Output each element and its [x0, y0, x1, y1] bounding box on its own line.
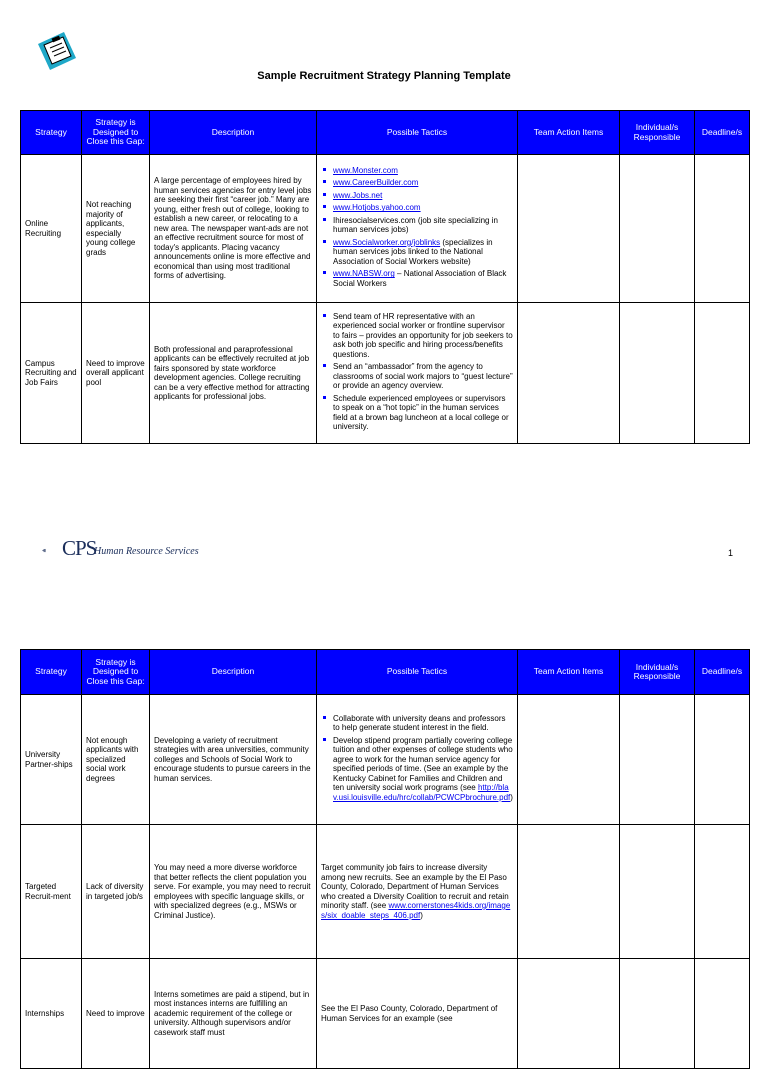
- tactic-item: [321, 203, 513, 213]
- tactic-item: [321, 238, 513, 267]
- individuals-cell: [620, 825, 695, 959]
- table-header-row: [21, 650, 750, 695]
- tactic-link[interactable]: www.cornerstones4kids.org/images/six_doable_steps_406.pdf: [321, 901, 511, 920]
- tactic-text-end: ): [510, 792, 513, 802]
- description-cell: Interns sometimes are paid a stipend, but in most instances interns are fulfilling an academic requirement of the college or university. Although supervisors and/or casework staff must: [150, 959, 317, 1069]
- table-header-row: [21, 111, 750, 155]
- header-strategy: Strategy: [21, 111, 82, 155]
- gap-cell: Not enough applicants with specialized social work degrees: [82, 695, 150, 825]
- tactics-cell: [317, 303, 518, 444]
- gap-cell: Need to improve: [82, 959, 150, 1069]
- header-description: Description: [150, 111, 317, 155]
- tactic-item: [321, 269, 513, 288]
- table-row: [21, 959, 750, 1069]
- header-team-action: Team Action Items: [518, 650, 620, 695]
- recruitment-table-page-1: [20, 110, 750, 444]
- strategy-cell: Internships: [21, 959, 82, 1069]
- gap-cell: Lack of diversity in targeted job/s: [82, 825, 150, 959]
- deadline-cell: [695, 825, 750, 959]
- deadline-cell: [695, 303, 750, 444]
- header-gap: Strategy is Designed to Close this Gap:: [82, 111, 150, 155]
- tactic-item: [321, 216, 513, 235]
- tactic-text: Develop stipend program partially covering college tuition and other expenses of college students who agree to work for the human service agency for specified periods of time. (See an example by the Kentucky Cabinet for Families and Children and ten university social work programs (see: [333, 735, 513, 793]
- tactic-item: [321, 191, 513, 201]
- tactic-link[interactable]: www.Monster.com: [333, 165, 398, 175]
- strategy-cell: Online Recruiting: [21, 155, 82, 303]
- header-tactics: Possible Tactics: [317, 650, 518, 695]
- tactic-item: [321, 178, 513, 188]
- tactic-item: [321, 166, 513, 176]
- deadline-cell: [695, 959, 750, 1069]
- tactics-cell: [317, 695, 518, 825]
- individuals-cell: [620, 959, 695, 1069]
- individuals-cell: [620, 695, 695, 825]
- gap-cell: Not reaching majority of applicants, especially young college grads: [82, 155, 150, 303]
- footer-subtitle: Human Resource Services: [94, 546, 199, 557]
- description-cell: Developing a variety of recruitment strategies with area universities, community colleges and Schools of Social Work to encourage students to pursue careers in the human services.: [150, 695, 317, 825]
- clipboard-logo-icon: [34, 28, 80, 74]
- team-action-cell: [518, 825, 620, 959]
- tactic-item: Collaborate with university deans and professors to help generate student interest in the field.: [321, 714, 513, 733]
- table-row: [21, 155, 750, 303]
- header-individuals: Individual/s Responsible: [620, 111, 695, 155]
- tactic-link[interactable]: www.Jobs.net: [333, 190, 383, 200]
- tactics-cell: See the El Paso County, Colorado, Department of Human Services for an example (see: [317, 959, 518, 1069]
- tactics-cell: [317, 825, 518, 959]
- table-row: [21, 303, 750, 444]
- tactic-link[interactable]: www.NABSW.org: [333, 269, 395, 279]
- tactic-item: Schedule experienced employees or supervisors to speak on a “hot topic” in the human services field at a brown bag luncheon at a local college or university.: [321, 394, 513, 432]
- tactic-text: (specializes in human services jobs linked to the National Association of Social Workers website): [333, 237, 493, 266]
- description-cell: Both professional and paraprofessional applicants can be effectively recruited at job fairs sponsored by state workforce development agencies. College recruiting can be a very effective method for attracting applicants for professional jobs.: [150, 303, 317, 444]
- description-cell: You may need a more diverse workforce that better reflects the client population you serve. For example, you may need to recruit employees with specific language skills, or with specialized degrees (e.g., MSWs or Criminal Justice).: [150, 825, 317, 959]
- tactic-link[interactable]: www.Socialworker.org/joblinks: [333, 237, 441, 247]
- strategy-cell: University Partner-ships: [21, 695, 82, 825]
- header-individuals: Individual/s Responsible: [620, 650, 695, 695]
- header-deadline: Deadline/s: [695, 111, 750, 155]
- tactic-item: Send team of HR representative with an experienced social worker or frontline supervisor to fairs – provides an opportunity for job seekers to ask both job specific and hiring process/benefits questions.: [321, 312, 513, 360]
- tactic-link[interactable]: http://blav.usi.louisville.edu/hrc/collab/PCWCPbrochure.pdf: [333, 783, 511, 802]
- team-action-cell: [518, 959, 620, 1069]
- header-team-action: Team Action Items: [518, 111, 620, 155]
- deadline-cell: [695, 695, 750, 825]
- header-deadline: Deadline/s: [695, 650, 750, 695]
- tactic-item: [321, 736, 513, 803]
- header-tactics: Possible Tactics: [317, 111, 518, 155]
- tactic-text: – National Association of Black Social Workers: [333, 269, 507, 288]
- team-action-cell: [518, 303, 620, 444]
- deadline-cell: [695, 155, 750, 303]
- header-description: Description: [150, 650, 317, 695]
- tactics-cell: [317, 155, 518, 303]
- individuals-cell: [620, 303, 695, 444]
- tactic-item: Send an “ambassador” from the agency to classrooms of social work majors to “guest lecture” or provide an agency overview.: [321, 362, 513, 391]
- recruitment-table-page-2: [20, 649, 750, 1069]
- header-strategy: Strategy: [21, 650, 82, 695]
- document-title: Sample Recruitment Strategy Planning Template: [257, 70, 511, 82]
- tactic-link[interactable]: www.Hotjobs.yahoo.com: [333, 203, 421, 213]
- strategy-cell: Campus Recruiting and Job Fairs: [21, 303, 82, 444]
- individuals-cell: [620, 155, 695, 303]
- gap-cell: Need to improve overall applicant pool: [82, 303, 150, 444]
- tactic-text-end: ): [420, 910, 423, 920]
- page-number: 1: [728, 548, 734, 558]
- footer-brand: CPS: [62, 536, 97, 560]
- tactic-text: Ihiresocialservices.com (job site specializing in human services jobs): [333, 215, 498, 235]
- tactic-link[interactable]: www.CareerBuilder.com: [333, 178, 419, 188]
- table-row: [21, 825, 750, 959]
- team-action-cell: [518, 155, 620, 303]
- strategy-cell: Targeted Recruit-ment: [21, 825, 82, 959]
- tactic-text: Target community job fairs to increase diversity among new recruits. See an example by the El Paso County, Colorado, Department of Human Services who created a Diversity Coalition to recruit and retain minority staff. (see: [321, 863, 509, 910]
- table-row: [21, 695, 750, 825]
- header-gap: Strategy is Designed to Close this Gap:: [82, 650, 150, 695]
- team-action-cell: [518, 695, 620, 825]
- description-cell: A large percentage of employees hired by human services agencies for entry level jobs are seeking their first “career job.” Many are young, either fresh out of college, looking to establish a new career, or relocating to a new area. The newspaper want-ads are not an effective recruitment source for most of today's applicants. Placing vacancy announcements online is more effective and economical than using most traditional forms of advertising.: [150, 155, 317, 303]
